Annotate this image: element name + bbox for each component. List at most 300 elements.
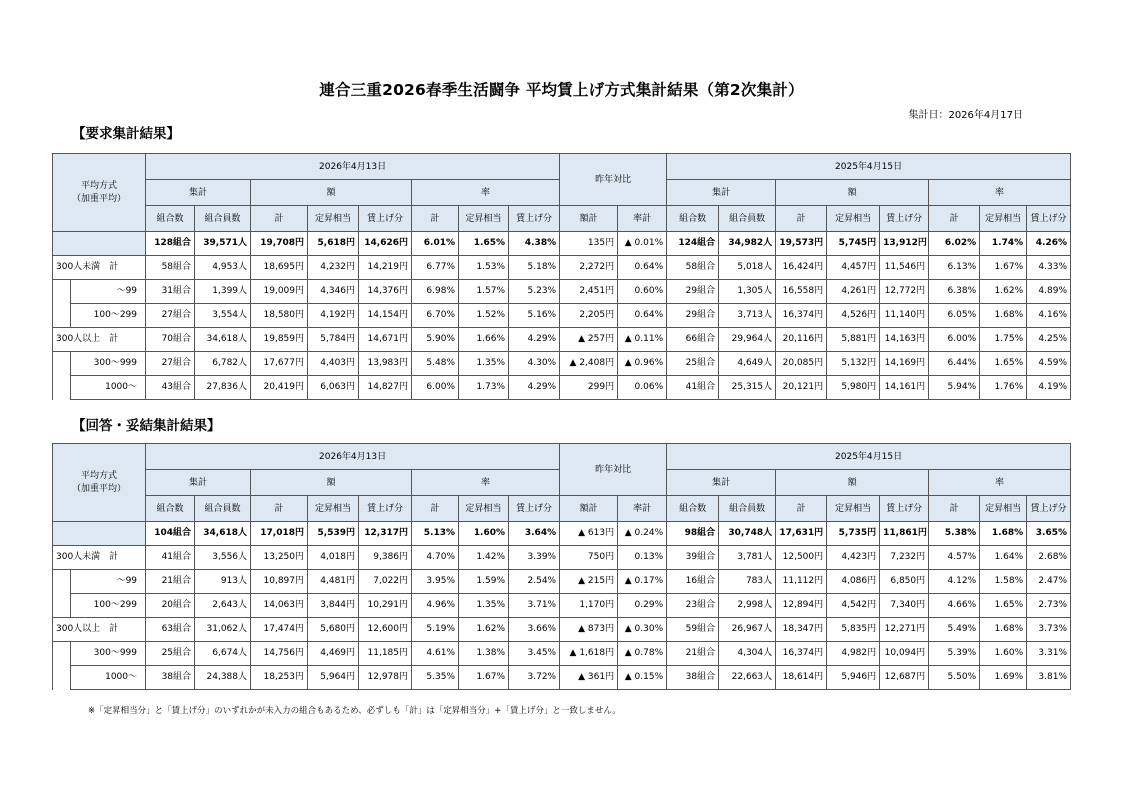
cell-prev-unions: 23組合	[667, 594, 719, 618]
header-col-prev-members: 組合員数	[719, 206, 776, 232]
cell-chinage: 14,626円	[359, 232, 412, 256]
cell-diff-rate: ▲ 0.01%	[618, 232, 667, 256]
cell-diff-rate: 0.64%	[618, 304, 667, 328]
cell-diff-amount: 299円	[560, 376, 618, 400]
header-col-prev-unions: 組合数	[667, 206, 719, 232]
cell-members: 4,953人	[195, 256, 251, 280]
cell-teisho: 4,403円	[308, 352, 359, 376]
cell-rate-teisho: 1.67%	[459, 666, 509, 690]
cell-prev-rate-teisho: 1.76%	[980, 376, 1027, 400]
cell-rate-chinage: 3.71%	[509, 594, 560, 618]
cell-diff-rate: 0.60%	[618, 280, 667, 304]
cell-unions: 31組合	[146, 280, 195, 304]
cell-prev-rate-total: 5.38%	[929, 522, 980, 546]
cell-prev-unions: 16組合	[667, 570, 719, 594]
tally-date: 集計日：2026年4月17日	[908, 110, 1023, 121]
header-col-prev-rate-teisho: 定昇相当	[980, 496, 1027, 522]
cell-rate-total: 4.70%	[412, 546, 459, 570]
cell-prev-chinage: 11,861円	[880, 522, 929, 546]
cell-chinage: 14,671円	[359, 328, 412, 352]
cell-diff-amount: ▲ 613円	[560, 522, 618, 546]
cell-total: 19,859円	[251, 328, 308, 352]
cell-prev-unions: 98組合	[667, 522, 719, 546]
cell-prev-rate-total: 4.66%	[929, 594, 980, 618]
cell-rate-chinage: 3.72%	[509, 666, 560, 690]
cell-prev-rate-chinage: 3.73%	[1027, 618, 1071, 642]
cell-diff-amount: ▲ 215円	[560, 570, 618, 594]
header-col-rate-total: 計	[412, 496, 459, 522]
cell-prev-teisho: 4,261円	[827, 280, 880, 304]
cell-unions: 38組合	[146, 666, 195, 690]
cell-total: 18,253円	[251, 666, 308, 690]
table-row	[53, 376, 1071, 400]
cell-total: 18,580円	[251, 304, 308, 328]
cell-total: 17,474円	[251, 618, 308, 642]
cell-diff-rate: 0.13%	[618, 546, 667, 570]
header-group-amount: 額	[251, 470, 412, 496]
cell-rate-total: 4.96%	[412, 594, 459, 618]
row-indent	[53, 570, 71, 594]
row-label: 1000～	[71, 666, 146, 690]
cell-rate-teisho: 1.52%	[459, 304, 509, 328]
cell-prev-unions: 58組合	[667, 256, 719, 280]
cell-prev-rate-total: 4.12%	[929, 570, 980, 594]
cell-prev-total: 12,894円	[776, 594, 827, 618]
cell-prev-rate-chinage: 4.19%	[1027, 376, 1071, 400]
row-indent	[53, 666, 71, 690]
cell-prev-members: 4,649人	[719, 352, 776, 376]
section-heading-demands: 【要求集計結果】	[72, 126, 180, 142]
row-label-total	[53, 232, 146, 256]
row-indent	[53, 594, 71, 618]
cell-unions: 63組合	[146, 618, 195, 642]
table-row	[53, 570, 1071, 594]
cell-rate-teisho: 1.66%	[459, 328, 509, 352]
header-col-prev-rate-chinage: 賃上げ分	[1027, 206, 1071, 232]
cell-teisho: 5,784円	[308, 328, 359, 352]
cell-members: 3,554人	[195, 304, 251, 328]
cell-rate-chinage: 3.45%	[509, 642, 560, 666]
cell-prev-chinage: 12,772円	[880, 280, 929, 304]
footnote: ※「定昇相当分」と「賃上げ分」のいずれかが未入力の組合もあるため、必ずしも「計」は「定昇相当分」+「賃上げ分」と一致しません。	[88, 706, 621, 716]
cell-chinage: 11,185円	[359, 642, 412, 666]
header-group-agg: 集計	[146, 470, 251, 496]
cell-prev-rate-chinage: 4.33%	[1027, 256, 1071, 280]
cell-prev-rate-chinage: 4.26%	[1027, 232, 1071, 256]
header-col-prev-unions: 組合数	[667, 496, 719, 522]
cell-prev-rate-total: 5.94%	[929, 376, 980, 400]
header-prev-group-rate: 率	[929, 180, 1071, 206]
row-label: 300人未満 計	[53, 256, 146, 280]
header-col-diff-rate: 率計	[618, 206, 667, 232]
cell-prev-unions: 39組合	[667, 546, 719, 570]
cell-unions: 21組合	[146, 570, 195, 594]
cell-total: 19,009円	[251, 280, 308, 304]
cell-rate-chinage: 2.54%	[509, 570, 560, 594]
cell-members: 6,782人	[195, 352, 251, 376]
cell-prev-rate-teisho: 1.67%	[980, 256, 1027, 280]
cell-prev-unions: 66組合	[667, 328, 719, 352]
table-row	[53, 666, 1071, 690]
cell-prev-rate-teisho: 1.75%	[980, 328, 1027, 352]
cell-prev-unions: 29組合	[667, 304, 719, 328]
cell-unions: 43組合	[146, 376, 195, 400]
cell-teisho: 6,063円	[308, 376, 359, 400]
cell-prev-members: 1,305人	[719, 280, 776, 304]
cell-prev-teisho: 4,086円	[827, 570, 880, 594]
cell-diff-amount: ▲ 1,618円	[560, 642, 618, 666]
cell-teisho: 5,680円	[308, 618, 359, 642]
cell-prev-teisho: 5,735円	[827, 522, 880, 546]
header-col-prev-total: 計	[776, 206, 827, 232]
cell-diff-amount: 2,272円	[560, 256, 618, 280]
cell-members: 34,618人	[195, 522, 251, 546]
cell-diff-amount: 1,170円	[560, 594, 618, 618]
header-col-prev-total: 計	[776, 496, 827, 522]
cell-prev-unions: 25組合	[667, 352, 719, 376]
cell-prev-chinage: 14,169円	[880, 352, 929, 376]
header-col-prev-chinage: 賃上げ分	[880, 496, 929, 522]
header-yoy: 昨年対比	[560, 444, 667, 496]
cell-prev-rate-teisho: 1.74%	[980, 232, 1027, 256]
cell-prev-rate-total: 5.39%	[929, 642, 980, 666]
cell-prev-teisho: 4,457円	[827, 256, 880, 280]
row-label: 300人以上 計	[53, 618, 146, 642]
cell-diff-amount: 2,451円	[560, 280, 618, 304]
cell-total: 13,250円	[251, 546, 308, 570]
table-row	[53, 618, 1071, 642]
header-group-amount: 額	[251, 180, 412, 206]
cell-rate-total: 6.01%	[412, 232, 459, 256]
table-row	[53, 232, 1071, 256]
cell-prev-rate-total: 6.05%	[929, 304, 980, 328]
cell-prev-chinage: 14,161円	[880, 376, 929, 400]
cell-prev-rate-total: 6.02%	[929, 232, 980, 256]
header-col-rate-teisho: 定昇相当	[459, 496, 509, 522]
cell-rate-total: 5.19%	[412, 618, 459, 642]
cell-diff-amount: 135円	[560, 232, 618, 256]
cell-diff-rate: ▲ 0.17%	[618, 570, 667, 594]
cell-rate-total: 3.95%	[412, 570, 459, 594]
cell-total: 14,756円	[251, 642, 308, 666]
cell-unions: 27組合	[146, 352, 195, 376]
header-col-prev-teisho: 定昇相当	[827, 206, 880, 232]
cell-rate-teisho: 1.35%	[459, 352, 509, 376]
table-row	[53, 546, 1071, 570]
cell-prev-total: 20,121円	[776, 376, 827, 400]
header-col-diff-rate: 率計	[618, 496, 667, 522]
cell-diff-rate: ▲ 0.78%	[618, 642, 667, 666]
cell-diff-amount: ▲ 361円	[560, 666, 618, 690]
header-col-total: 計	[251, 206, 308, 232]
cell-rate-chinage: 4.30%	[509, 352, 560, 376]
weighted-label: （加重平均）	[72, 483, 127, 494]
cell-members: 31,062人	[195, 618, 251, 642]
cell-prev-teisho: 5,946円	[827, 666, 880, 690]
cell-members: 39,571人	[195, 232, 251, 256]
cell-members: 2,643人	[195, 594, 251, 618]
header-col-chinage: 賃上げ分	[359, 496, 412, 522]
cell-prev-unions: 38組合	[667, 666, 719, 690]
cell-prev-members: 2,998人	[719, 594, 776, 618]
demands-table	[52, 153, 1071, 400]
cell-total: 14,063円	[251, 594, 308, 618]
header-prev-group-rate: 率	[929, 470, 1071, 496]
cell-rate-total: 5.35%	[412, 666, 459, 690]
cell-prev-teisho: 4,542円	[827, 594, 880, 618]
cell-rate-total: 6.98%	[412, 280, 459, 304]
cell-rate-total: 5.90%	[412, 328, 459, 352]
cell-chinage: 12,600円	[359, 618, 412, 642]
header-col-rate-teisho: 定昇相当	[459, 206, 509, 232]
cell-prev-rate-teisho: 1.64%	[980, 546, 1027, 570]
cell-rate-total: 4.61%	[412, 642, 459, 666]
cell-prev-members: 26,967人	[719, 618, 776, 642]
cell-prev-members: 29,964人	[719, 328, 776, 352]
cell-rate-total: 6.00%	[412, 376, 459, 400]
cell-total: 20,419円	[251, 376, 308, 400]
cell-rate-teisho: 1.62%	[459, 618, 509, 642]
cell-rate-chinage: 5.18%	[509, 256, 560, 280]
cell-prev-unions: 124組合	[667, 232, 719, 256]
cell-teisho: 4,192円	[308, 304, 359, 328]
avg-method-label: 平均方式	[81, 180, 118, 191]
cell-prev-total: 19,573円	[776, 232, 827, 256]
cell-unions: 128組合	[146, 232, 195, 256]
cell-prev-total: 16,424円	[776, 256, 827, 280]
cell-diff-rate: ▲ 0.15%	[618, 666, 667, 690]
cell-rate-chinage: 3.64%	[509, 522, 560, 546]
cell-prev-chinage: 12,687円	[880, 666, 929, 690]
cell-rate-chinage: 4.29%	[509, 328, 560, 352]
row-label: 300～999	[71, 352, 146, 376]
cell-prev-teisho: 5,132円	[827, 352, 880, 376]
cell-prev-total: 20,116円	[776, 328, 827, 352]
cell-prev-rate-teisho: 1.68%	[980, 522, 1027, 546]
cell-rate-chinage: 5.23%	[509, 280, 560, 304]
cell-teisho: 4,469円	[308, 642, 359, 666]
cell-prev-rate-teisho: 1.69%	[980, 666, 1027, 690]
cell-prev-chinage: 6,850円	[880, 570, 929, 594]
cell-rate-teisho: 1.59%	[459, 570, 509, 594]
cell-rate-teisho: 1.42%	[459, 546, 509, 570]
cell-diff-amount: 750円	[560, 546, 618, 570]
cell-prev-rate-teisho: 1.60%	[980, 642, 1027, 666]
header-date-prev: 2025年4月15日	[667, 154, 1071, 180]
row-label: 1000～	[71, 376, 146, 400]
cell-members: 913人	[195, 570, 251, 594]
header-col-unions: 組合数	[146, 496, 195, 522]
cell-rate-total: 6.70%	[412, 304, 459, 328]
cell-unions: 41組合	[146, 546, 195, 570]
cell-prev-rate-total: 5.49%	[929, 618, 980, 642]
cell-total: 17,018円	[251, 522, 308, 546]
cell-prev-teisho: 5,745円	[827, 232, 880, 256]
cell-prev-total: 11,112円	[776, 570, 827, 594]
header-prev-group-agg: 集計	[667, 180, 776, 206]
cell-unions: 70組合	[146, 328, 195, 352]
row-label: ～99	[71, 280, 146, 304]
cell-prev-total: 20,085円	[776, 352, 827, 376]
cell-prev-rate-total: 4.57%	[929, 546, 980, 570]
cell-prev-chinage: 13,912円	[880, 232, 929, 256]
cell-rate-teisho: 1.53%	[459, 256, 509, 280]
row-label: 300人未満 計	[53, 546, 146, 570]
cell-chinage: 7,022円	[359, 570, 412, 594]
cell-prev-rate-chinage: 2.47%	[1027, 570, 1071, 594]
cell-prev-total: 18,347円	[776, 618, 827, 642]
cell-diff-rate: ▲ 0.30%	[618, 618, 667, 642]
header-col-total: 計	[251, 496, 308, 522]
header-col-rate-chinage: 賃上げ分	[509, 496, 560, 522]
cell-members: 1,399人	[195, 280, 251, 304]
cell-prev-chinage: 7,232円	[880, 546, 929, 570]
cell-total: 17,677円	[251, 352, 308, 376]
header-col-prev-rate-teisho: 定昇相当	[980, 206, 1027, 232]
cell-rate-chinage: 4.38%	[509, 232, 560, 256]
header-prev-group-amount: 額	[776, 180, 929, 206]
cell-prev-rate-total: 6.13%	[929, 256, 980, 280]
cell-diff-rate: 0.06%	[618, 376, 667, 400]
cell-prev-total: 12,500円	[776, 546, 827, 570]
header-avg-method	[53, 154, 146, 232]
cell-prev-rate-chinage: 4.25%	[1027, 328, 1071, 352]
cell-prev-members: 3,713人	[719, 304, 776, 328]
row-indent	[53, 376, 71, 400]
header-date-prev: 2025年4月15日	[667, 444, 1071, 470]
table-row	[53, 522, 1071, 546]
cell-total: 18,695円	[251, 256, 308, 280]
cell-prev-chinage: 10,094円	[880, 642, 929, 666]
cell-rate-teisho: 1.60%	[459, 522, 509, 546]
cell-prev-rate-chinage: 2.73%	[1027, 594, 1071, 618]
table-row	[53, 594, 1071, 618]
cell-prev-total: 18,614円	[776, 666, 827, 690]
table-row	[53, 352, 1071, 376]
cell-teisho: 4,481円	[308, 570, 359, 594]
cell-prev-unions: 41組合	[667, 376, 719, 400]
header-group-agg: 集計	[146, 180, 251, 206]
cell-prev-teisho: 5,980円	[827, 376, 880, 400]
cell-members: 3,556人	[195, 546, 251, 570]
table-row	[53, 304, 1071, 328]
header-col-members: 組合員数	[195, 496, 251, 522]
cell-prev-rate-teisho: 1.65%	[980, 594, 1027, 618]
cell-prev-rate-teisho: 1.68%	[980, 304, 1027, 328]
cell-prev-rate-chinage: 2.68%	[1027, 546, 1071, 570]
avg-method-label: 平均方式	[81, 470, 118, 481]
row-indent	[53, 352, 71, 376]
cell-prev-rate-chinage: 3.31%	[1027, 642, 1071, 666]
row-label: 300人以上 計	[53, 328, 146, 352]
cell-rate-total: 5.13%	[412, 522, 459, 546]
header-col-rate-total: 計	[412, 206, 459, 232]
table-row	[53, 328, 1071, 352]
cell-prev-teisho: 4,526円	[827, 304, 880, 328]
cell-prev-members: 783人	[719, 570, 776, 594]
cell-teisho: 5,964円	[308, 666, 359, 690]
cell-chinage: 12,317円	[359, 522, 412, 546]
cell-prev-rate-chinage: 4.89%	[1027, 280, 1071, 304]
cell-rate-total: 6.77%	[412, 256, 459, 280]
cell-prev-chinage: 11,546円	[880, 256, 929, 280]
cell-diff-rate: ▲ 0.11%	[618, 328, 667, 352]
cell-prev-chinage: 14,163円	[880, 328, 929, 352]
cell-prev-rate-teisho: 1.58%	[980, 570, 1027, 594]
cell-rate-chinage: 3.39%	[509, 546, 560, 570]
cell-teisho: 4,346円	[308, 280, 359, 304]
cell-prev-total: 16,374円	[776, 304, 827, 328]
header-avg-method	[53, 444, 146, 522]
cell-teisho: 4,018円	[308, 546, 359, 570]
cell-prev-members: 22,663人	[719, 666, 776, 690]
cell-chinage: 14,154円	[359, 304, 412, 328]
cell-rate-chinage: 5.16%	[509, 304, 560, 328]
cell-chinage: 14,376円	[359, 280, 412, 304]
page-title: 連合三重2026春季生活闘争 平均賃上げ方式集計結果（第2次集計）	[319, 81, 804, 99]
header-col-rate-chinage: 賃上げ分	[509, 206, 560, 232]
cell-chinage: 13,983円	[359, 352, 412, 376]
cell-prev-total: 17,631円	[776, 522, 827, 546]
cell-chinage: 10,291円	[359, 594, 412, 618]
cell-rate-teisho: 1.73%	[459, 376, 509, 400]
cell-prev-teisho: 4,423円	[827, 546, 880, 570]
cell-prev-rate-teisho: 1.65%	[980, 352, 1027, 376]
agreements-table	[52, 443, 1071, 690]
cell-unions: 104組合	[146, 522, 195, 546]
cell-prev-teisho: 4,982円	[827, 642, 880, 666]
cell-prev-members: 25,315人	[719, 376, 776, 400]
cell-prev-unions: 29組合	[667, 280, 719, 304]
section-heading-agreements: 【回答・妥結集計結果】	[72, 418, 221, 434]
cell-prev-rate-total: 6.44%	[929, 352, 980, 376]
cell-diff-amount: ▲ 257円	[560, 328, 618, 352]
cell-chinage: 12,978円	[359, 666, 412, 690]
cell-unions: 25組合	[146, 642, 195, 666]
cell-prev-rate-total: 6.00%	[929, 328, 980, 352]
row-indent	[53, 642, 71, 666]
cell-diff-rate: ▲ 0.24%	[618, 522, 667, 546]
cell-unions: 27組合	[146, 304, 195, 328]
row-label: 300～999	[71, 642, 146, 666]
cell-prev-members: 3,781人	[719, 546, 776, 570]
cell-diff-rate: 0.64%	[618, 256, 667, 280]
weighted-label: （加重平均）	[72, 193, 127, 204]
cell-teisho: 3,844円	[308, 594, 359, 618]
cell-prev-rate-chinage: 3.81%	[1027, 666, 1071, 690]
cell-prev-total: 16,374円	[776, 642, 827, 666]
header-col-unions: 組合数	[146, 206, 195, 232]
header-col-teisho: 定昇相当	[308, 496, 359, 522]
header-group-rate: 率	[412, 180, 560, 206]
cell-prev-rate-total: 5.50%	[929, 666, 980, 690]
header-prev-group-agg: 集計	[667, 470, 776, 496]
cell-members: 24,388人	[195, 666, 251, 690]
cell-prev-chinage: 12,271円	[880, 618, 929, 642]
cell-members: 34,618人	[195, 328, 251, 352]
table-row	[53, 256, 1071, 280]
cell-members: 6,674人	[195, 642, 251, 666]
header-yoy: 昨年対比	[560, 154, 667, 206]
header-col-chinage: 賃上げ分	[359, 206, 412, 232]
cell-prev-teisho: 5,835円	[827, 618, 880, 642]
header-col-prev-rate-total: 計	[929, 496, 980, 522]
cell-prev-chinage: 7,340円	[880, 594, 929, 618]
cell-prev-rate-chinage: 4.59%	[1027, 352, 1071, 376]
cell-rate-chinage: 4.29%	[509, 376, 560, 400]
row-label-total	[53, 522, 146, 546]
cell-prev-members: 30,748人	[719, 522, 776, 546]
